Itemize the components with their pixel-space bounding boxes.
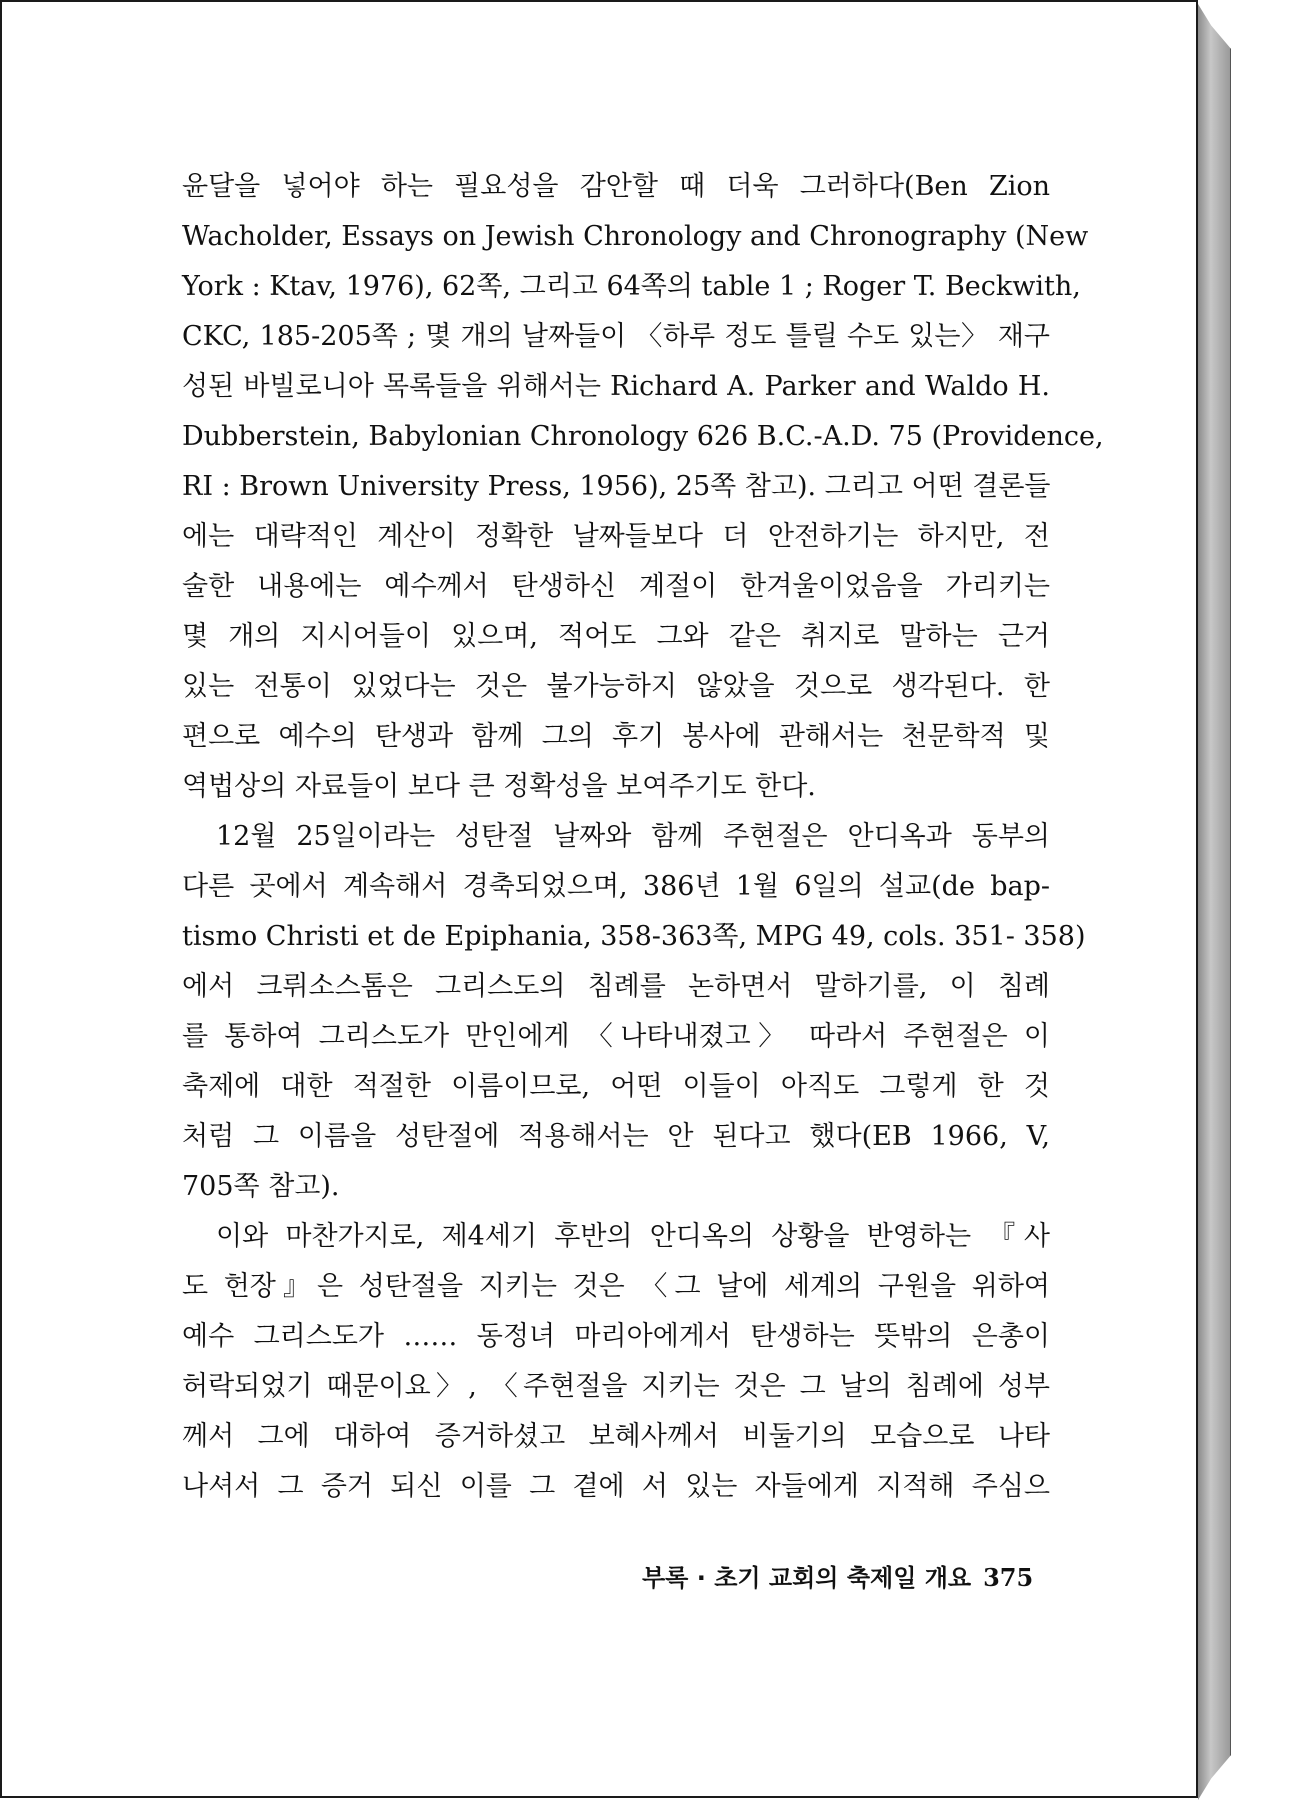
text-line: 편으로 예수의 탄생과 함께 그의 후기 봉사에 관해서는 천문학적 및	[182, 721, 1050, 752]
text-line: RI : Brown University Press, 1956), 25쪽 참고). 그리고 어떤 결론들	[182, 471, 1051, 502]
paragraph	[182, 162, 1104, 812]
running-title: 부록 · 초기 교회의 축제일 개요	[642, 1564, 972, 1592]
page-footer	[642, 1558, 1034, 1593]
text-line: York : Ktav, 1976), 62쪽, 그리고 64쪽의 table 1 ; Roger T. Beckwith,	[182, 271, 1081, 302]
text-line: 다른 곳에서 계속해서 경축되었으며, 386년 1월 6일의 설교(de bap-	[182, 871, 1050, 902]
text-line: 처럼 그 이름을 성탄절에 적용해서는 안 된다고 했다(EB 1966, V,	[182, 1121, 1050, 1152]
text-line: 윤달을 넣어야 하는 필요성을 감안할 때 더욱 그러하다(Ben Zion	[182, 171, 1050, 202]
page-number: 375	[983, 1563, 1034, 1592]
text-line: 에서 크뤼소스톰은 그리스도의 침례를 논하면서 말하기를, 이 침례	[182, 971, 1050, 1002]
text-line: 축제에 대한 적절한 이름이므로, 어떤 이들이 아직도 그렇게 한 것	[182, 1071, 1050, 1102]
page-edge-shadow	[1198, 4, 1231, 1800]
text-line: 성된 바빌로니아 목록들을 위해서는 Richard A. Parker and Waldo H.	[182, 371, 1050, 402]
text-line: 허락되었기 때문이요〉, 〈주현절을 지키는 것은 그 날의 침례에 성부	[182, 1371, 1050, 1402]
text-line: tismo Christi et de Epiphania, 358-363쪽, MPG 49, cols. 351- 358)	[182, 921, 1086, 952]
body-text	[182, 162, 1104, 1512]
text-line: 를 통하여 그리스도가 만인에게 〈나타내졌고〉 따라서 주현절은 이	[182, 1021, 1050, 1052]
text-line: 몇 개의 지시어들이 있으며, 적어도 그와 같은 취지로 말하는 근거	[182, 621, 1050, 652]
text-line: 이와 마찬가지로, 제4세기 후반의 안디옥의 상황을 반영하는 『사	[216, 1221, 1050, 1252]
text-line: 나셔서 그 증거 되신 이를 그 곁에 서 있는 자들에게 지적해 주심으	[182, 1471, 1050, 1502]
text-line: 있는 전통이 있었다는 것은 불가능하지 않았을 것으로 생각된다. 한	[182, 671, 1050, 702]
text-line: 예수 그리스도가 …… 동정녀 마리아에게서 탄생하는 뜻밖의 은총이	[182, 1321, 1050, 1352]
text-line: 역법상의 자료들이 보다 큰 정확성을 보여주기도 한다.	[182, 771, 816, 802]
text-line: 술한 내용에는 예수께서 탄생하신 계절이 한겨울이었음을 가리키는	[182, 571, 1050, 602]
text-line: Wacholder, Essays on Jewish Chronology and Chronography (New	[182, 221, 1089, 252]
paragraph	[182, 812, 1086, 1212]
text-line: 에는 대략적인 계산이 정확한 날짜들보다 더 안전하기는 하지만, 전	[182, 521, 1050, 552]
text-line: 705쪽 참고).	[182, 1171, 340, 1202]
text-line: 께서 그에 대하여 증거하셨고 보혜사께서 비둘기의 모습으로 나타	[182, 1421, 1050, 1452]
text-line: 도 헌장』은 성탄절을 지키는 것은 〈그 날에 세계의 구원을 위하여	[182, 1271, 1050, 1302]
text-line: Dubberstein, Babylonian Chronology 626 B.C.-A.D. 75 (Providence,	[182, 421, 1104, 452]
text-line: CKC, 185-205쪽 ; 몇 개의 날짜들이 〈하루 정도 틀릴 수도 있는〉 재구	[182, 321, 1050, 352]
text-line: 12월 25일이라는 성탄절 날짜와 함께 주현절은 안디옥과 동부의	[216, 821, 1050, 852]
paragraph	[182, 1212, 1050, 1512]
